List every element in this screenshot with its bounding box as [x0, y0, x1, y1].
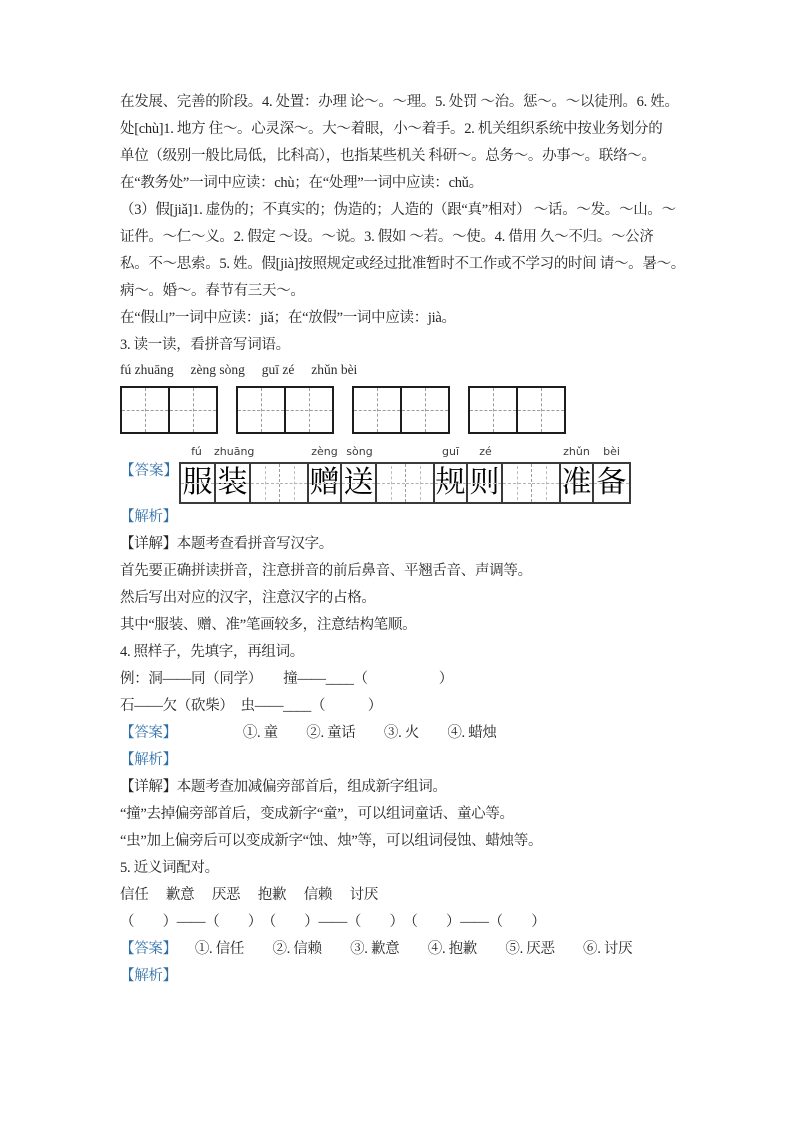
- handwritten-answer-strip: [179, 445, 631, 504]
- writing-grid-cell: [470, 388, 516, 432]
- answer-values: ①. 童 ②. 童话 ③. 火 ④. 蜡烛: [242, 725, 497, 741]
- writing-grid-cell: [400, 388, 448, 432]
- strip-pinyin: zèng: [311, 445, 338, 458]
- strip-word: [307, 445, 377, 504]
- q5-answer-line: [120, 936, 675, 963]
- strip-pinyin: guī: [441, 445, 459, 458]
- q4-second-line: 石——欠（砍柴） 虫——____（ ）: [120, 698, 382, 714]
- analysis-label: 【解析】: [120, 509, 177, 525]
- intro-line: 私。不～思索。5. 姓。假[jià]按照规定或经过批准暂时不工作或不学习的时间 请～。暑～。: [120, 256, 685, 272]
- writing-grid-group: [236, 386, 334, 434]
- strip-char-cell: 备: [594, 464, 629, 502]
- strip-empty-cell: [279, 464, 307, 502]
- strip-word: [179, 445, 255, 504]
- q3-answer-row: [120, 445, 675, 504]
- intro-line: 病～。婚～。春节有三天～。: [120, 283, 305, 299]
- writing-grid-cell: [354, 388, 400, 432]
- intro-line: 证件。～仁～义。2. 假定 ～设。～说。3. 假如 ～若。～使。4. 借用 久～不归。～公济: [120, 229, 654, 245]
- strip-empty-cell: [531, 464, 559, 502]
- writing-grid-group: [352, 386, 450, 434]
- writing-grid-group: [468, 386, 566, 434]
- strip-char-cell: 准: [559, 464, 594, 502]
- q4-answer-line: [120, 720, 675, 747]
- strip-pinyin: zé: [479, 445, 492, 458]
- q3-pinyin-row: fú zhuāng zèng sòng guī zé zhǔn bèi: [120, 362, 358, 377]
- q5-word-bank: 信任 歉意 厌恶 抱歉 信赖 讨厌: [120, 887, 379, 903]
- strip-empty-cell: [251, 464, 279, 502]
- writing-grid-cell: [168, 388, 216, 432]
- intro-line: 单位（级别一般比局低，比科高），也指某些机关 科研～。总务～。办事～。联络～。: [120, 148, 656, 164]
- strip-spacer: [251, 445, 307, 504]
- strip-char-cell: 赠: [307, 464, 342, 502]
- answer-values: ①. 信任 ②. 信赖 ③. 歉意 ④. 抱歉 ⑤. 厌恶 ⑥. 讨厌: [194, 941, 633, 957]
- strip-char-cell: 送: [342, 464, 377, 502]
- strip-char-cell: 规: [433, 464, 468, 502]
- strip-spacer: [377, 445, 433, 504]
- strip-char-cell: 服: [181, 464, 216, 502]
- strip-char-cell: 则: [468, 464, 503, 502]
- analysis-line: 【详解】本题考查加减偏旁部首后，组成新字组词。: [120, 779, 447, 795]
- writing-grid-cell: [284, 388, 332, 432]
- writing-grid-cell: [238, 388, 284, 432]
- strip-pinyin: bèi: [603, 445, 620, 458]
- analysis-line: 【详解】本题考查看拼音写汉字。: [120, 536, 333, 552]
- answer-label: 【答案】: [120, 941, 177, 957]
- strip-empty-cell: [377, 464, 405, 502]
- analysis-line: “虫”加上偏旁后可以变成新字“蚀、烛”等，可以组词侵蚀、蜡烛等。: [120, 833, 543, 849]
- analysis-line: 其中“服装、赠、准”笔画较多，注意结构笔顺。: [120, 617, 417, 633]
- answer-label: 【答案】: [120, 463, 178, 479]
- strip-word: [433, 445, 503, 504]
- writing-grid-group: [120, 386, 218, 434]
- strip-pinyin: fú: [191, 445, 202, 458]
- q3-heading: 3. 读一读，看拼音写词语。: [120, 337, 290, 353]
- q4-example-line: 例：洞——同（同学） 撞——____（ ）: [120, 671, 453, 687]
- strip-spacer: [503, 445, 559, 504]
- analysis-line: 首先要正确拼读拼音，注意拼音的前后鼻音、平翘舌音、声调等。: [120, 563, 532, 579]
- q5-heading: 5. 近义词配对。: [120, 860, 219, 876]
- writing-grid-cell: [516, 388, 564, 432]
- intro-line: 在发展、完善的阶段。4. 处置：办理 论～。～理。5. 处罚 ～治。惩～。～以徒刑。6. 姓。: [120, 94, 679, 110]
- strip-pinyin: zhǔn: [563, 445, 590, 458]
- analysis-line: 然后写出对应的汉字，注意汉字的占格。: [120, 590, 376, 606]
- strip-pinyin: sòng: [346, 445, 373, 458]
- analysis-line: “撞”去掉偏旁部首后，变成新字“童”，可以组词童话、童心等。: [120, 806, 514, 822]
- intro-line: 在“假山”一词中应读：jiǎ；在“放假”一词中应读：jià。: [120, 310, 456, 326]
- intro-line: 处[chù]1. 地方 住～。心灵深～。大～着眼，小～着手。2. 机关组织系统中按业务划分的: [120, 121, 663, 137]
- strip-empty-cell: [503, 464, 531, 502]
- strip-empty-cell: [405, 464, 433, 502]
- q5-pair-blanks: （ ）——（ ） （ ）——（ ） （ ）——（ ）: [120, 914, 546, 930]
- q4-heading: 4. 照样子，先填字，再组词。: [120, 644, 304, 660]
- analysis-label: 【解析】: [120, 968, 177, 984]
- answer-label: 【答案】: [120, 725, 177, 741]
- intro-line: （3）假[jiǎ]1. 虚伪的；不真实的；伪造的；人造的（跟“真”相对） ～话。～发。～山。～: [120, 202, 676, 218]
- q3-writing-grid-row: [120, 386, 675, 434]
- writing-grid-cell: [122, 388, 168, 432]
- strip-word: [559, 445, 631, 504]
- analysis-label: 【解析】: [120, 752, 177, 768]
- strip-char-cell: 装: [216, 464, 251, 502]
- strip-pinyin: zhuāng: [214, 445, 255, 458]
- intro-line: 在“教务处”一词中应读：chù；在“处理”一词中应读：chǔ。: [120, 175, 483, 191]
